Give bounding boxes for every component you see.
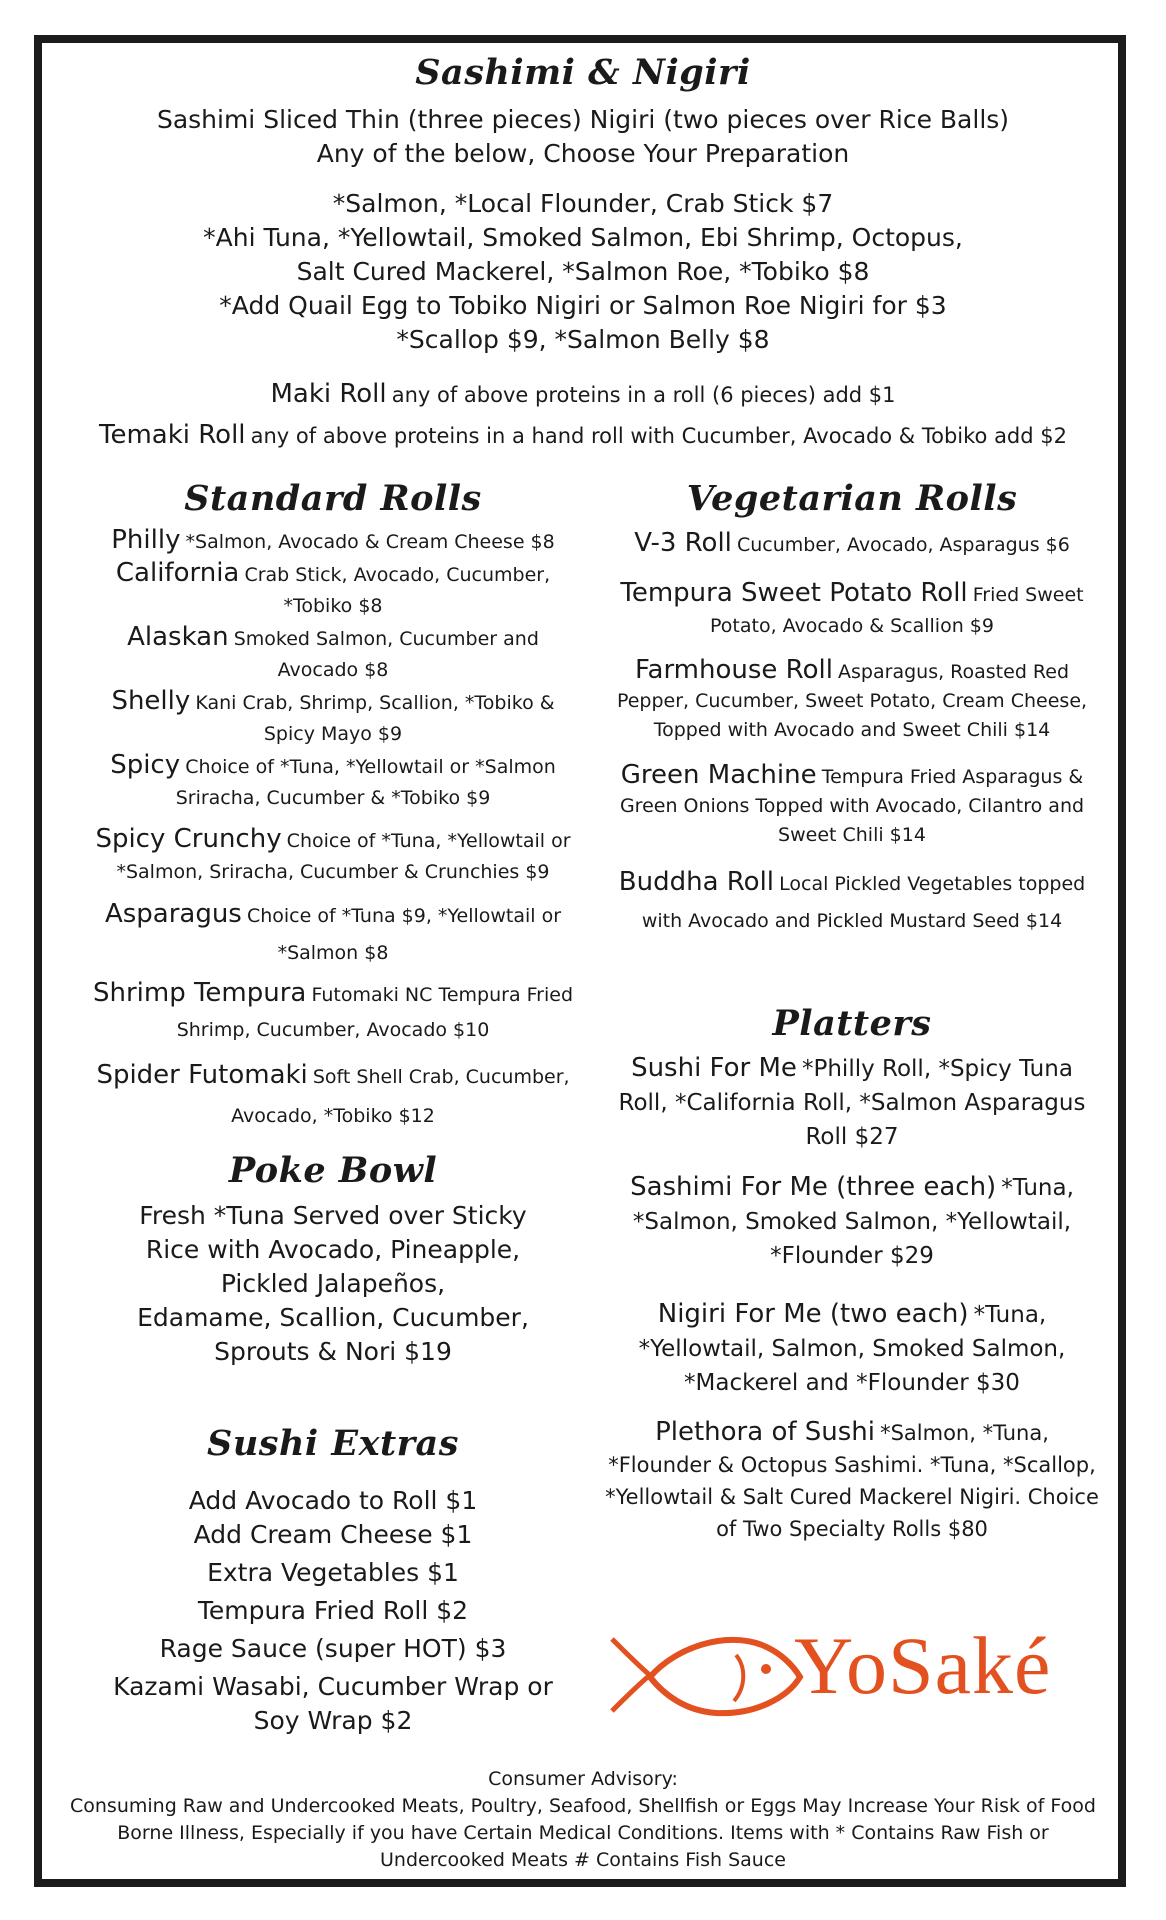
item-name: Shrimp Tempura	[92, 978, 307, 1008]
menu-item	[604, 578, 1100, 642]
item-name: Sushi For Me	[631, 1053, 797, 1083]
item-desc: *Philly Roll, *Spicy Tuna Roll, *California Roll, *Salmon Asparagus Roll $27	[618, 1056, 1086, 1150]
item-desc: Choice of *Tuna, *Yellowtail or *Salmon Sriracha, Cucumber & *Tobiko $9	[175, 756, 556, 809]
item-desc: *Tuna, *Salmon, Smoked Salmon, *Yellowtail, *Flounder $29	[632, 1175, 1074, 1269]
menu-item	[604, 761, 1100, 850]
extras-line: Kazami Wasabi, Cucumber Wrap or	[113, 1672, 553, 1701]
advisory-text: Consuming Raw and Undercooked Meats, Poultry, Seafood, Shellfish or Eggs May Increase Your Risk of Food Borne Illness, Especially if you have Certain Medical Conditions. Items with * Contains Raw Fish or Undercooked Meats # Contains Fish Sauce	[70, 1795, 1096, 1871]
maki-roll	[60, 375, 1106, 416]
item-desc: Smoked Salmon, Cucumber and Avocado $8	[233, 628, 539, 681]
menu-item	[604, 1171, 1100, 1274]
vegetarian-rolls-title: Vegetarian Rolls	[686, 478, 1018, 519]
item-desc: any of above proteins in a hand roll with Cucumber, Avocado & Tobiko add $2	[250, 424, 1067, 448]
item-name: Farmhouse Roll	[634, 655, 833, 685]
poke-bowl-title: Poke Bowl	[228, 1150, 438, 1191]
menu-item	[88, 686, 578, 750]
logo-text: YoSaké	[794, 1620, 1052, 1711]
menu-item	[88, 558, 578, 622]
advisory-title: Consumer Advisory:	[488, 1768, 678, 1790]
sashimi-price-line: *Salmon, *Local Flounder, Crab Stick $7	[332, 189, 834, 218]
sashimi-price-line: *Scallop $9, *Salmon Belly $8	[396, 325, 770, 354]
standard-rolls-section	[88, 478, 578, 1136]
consumer-advisory	[60, 1766, 1106, 1874]
item-desc: any of above proteins in a roll (6 pieces) add $1	[391, 383, 896, 407]
menu-item	[604, 1417, 1100, 1546]
item-desc: *Salmon, *Tuna, *Flounder & Octopus Sashimi. *Tuna, *Scallop, *Yellowtail & Salt Cured Mackerel Nigiri. Choice of Two Specialty Rolls $80	[605, 1421, 1099, 1541]
item-desc: Tempura Fried Asparagus & Green Onions Topped with Avocado, Cilantro and Sweet Chili $14	[619, 766, 1085, 846]
item-name: Nigiri For Me (two each)	[657, 1299, 969, 1329]
sashimi-line: Any of the below, Choose Your Preparation	[316, 139, 850, 168]
poke-line: Rice with Avocado, Pineapple,	[145, 1235, 521, 1264]
item-name: Temaki Roll	[99, 420, 246, 450]
item-name: Plethora of Sushi	[655, 1417, 875, 1447]
menu-item	[88, 824, 578, 888]
platters-section	[604, 1003, 1100, 1546]
item-name: Spicy Crunchy	[95, 824, 282, 854]
poke-bowl-section	[88, 1150, 578, 1369]
temaki-roll	[60, 416, 1106, 457]
sashimi-line: Sashimi Sliced Thin (three pieces) Nigiri (two pieces over Rice Balls)	[156, 105, 1010, 134]
item-name: Shelly	[111, 686, 191, 716]
item-desc: Soft Shell Crab, Cucumber, Avocado, *Tobiko $12	[231, 1066, 570, 1127]
vegetarian-rolls-section	[604, 478, 1100, 940]
item-name: Maki Roll	[270, 379, 387, 409]
item-name: Philly	[111, 525, 181, 555]
sushi-extras-title: Sushi Extras	[207, 1423, 459, 1464]
menu-item	[604, 656, 1100, 745]
yosake-logo	[606, 1620, 1076, 1725]
poke-line: Sprouts & Nori $19	[214, 1337, 452, 1366]
extras-line: Soy Wrap $2	[253, 1706, 413, 1735]
menu-item	[88, 976, 578, 1048]
item-name: Asparagus	[104, 899, 242, 929]
extras-line: Extra Vegetables $1	[207, 1558, 459, 1587]
menu-item	[604, 1052, 1100, 1155]
item-name: Spider Futomaki	[96, 1060, 308, 1090]
item-name: Green Machine	[620, 760, 817, 790]
sashimi-price-line: *Add Quail Egg to Tobiko Nigiri or Salmon Roe Nigiri for $3	[219, 291, 947, 320]
platters-title: Platters	[772, 1003, 932, 1044]
item-desc: Local Pickled Vegetables topped with Avocado and Pickled Mustard Seed $14	[641, 873, 1086, 932]
item-desc: Kani Crab, Shrimp, Scallion, *Tobiko & Spicy Mayo $9	[195, 692, 555, 745]
menu-item	[88, 750, 578, 814]
menu-item	[88, 896, 578, 972]
menu-item	[604, 1298, 1100, 1401]
extras-line: Add Cream Cheese $1	[193, 1520, 473, 1549]
poke-line: Edamame, Scallion, Cucumber,	[137, 1303, 529, 1332]
item-name: Tempura Sweet Potato Roll	[620, 578, 968, 608]
menu-item	[88, 525, 578, 558]
item-desc: *Tuna, *Yellowtail, Salmon, Smoked Salmon, *Mackerel and *Flounder $30	[638, 1302, 1066, 1396]
item-name: Sashimi For Me (three each)	[630, 1172, 997, 1202]
poke-line: Pickled Jalapeños,	[220, 1269, 446, 1298]
poke-line: Fresh *Tuna Served over Sticky	[139, 1201, 527, 1230]
item-desc: *Salmon, Avocado & Cream Cheese $8	[185, 531, 555, 553]
menu-item	[604, 864, 1100, 940]
sashimi-price-line: *Ahi Tuna, *Yellowtail, Smoked Salmon, Ebi Shrimp, Octopus,	[203, 223, 963, 252]
standard-rolls-title: Standard Rolls	[184, 478, 482, 519]
item-desc: Choice of *Tuna, *Yellowtail or *Salmon, Sriracha, Cucumber & Crunchies $9	[116, 830, 571, 883]
item-desc: Fried Sweet Potato, Avocado & Scallion $9	[710, 584, 1084, 637]
item-name: Spicy	[110, 750, 181, 780]
item-desc: Cucumber, Avocado, Asparagus $6	[736, 534, 1070, 556]
item-desc: Crab Stick, Avocado, Cucumber, *Tobiko $8	[244, 564, 551, 617]
item-desc: Asparagus, Roasted Red Pepper, Cucumber, Sweet Potato, Cream Cheese, Topped with Avocado and Sweet Chili $14	[616, 661, 1088, 741]
sashimi-section	[60, 52, 1106, 457]
extras-line: Rage Sauce (super HOT) $3	[159, 1634, 507, 1663]
sashimi-price-line: Salt Cured Mackerel, *Salmon Roe, *Tobiko $8	[296, 257, 870, 286]
menu-item	[604, 525, 1100, 564]
extras-line: Add Avocado to Roll $1	[188, 1486, 478, 1515]
fish-icon	[606, 1625, 806, 1725]
item-name: Alaskan	[127, 622, 229, 652]
item-desc: Choice of *Tuna $9, *Yellowtail or *Salmon $8	[246, 905, 562, 964]
item-name: California	[115, 558, 240, 588]
menu-item	[88, 622, 578, 686]
menu-item	[88, 1056, 578, 1136]
extras-line: Tempura Fried Roll $2	[197, 1596, 469, 1625]
item-name: V-3 Roll	[634, 528, 732, 558]
item-name: Buddha Roll	[618, 867, 775, 897]
item-desc: Futomaki NC Tempura Fried Shrimp, Cucumber, Avocado $10	[176, 984, 574, 1041]
sashimi-title: Sashimi & Nigiri	[415, 52, 751, 93]
sushi-extras-section	[88, 1423, 578, 1738]
